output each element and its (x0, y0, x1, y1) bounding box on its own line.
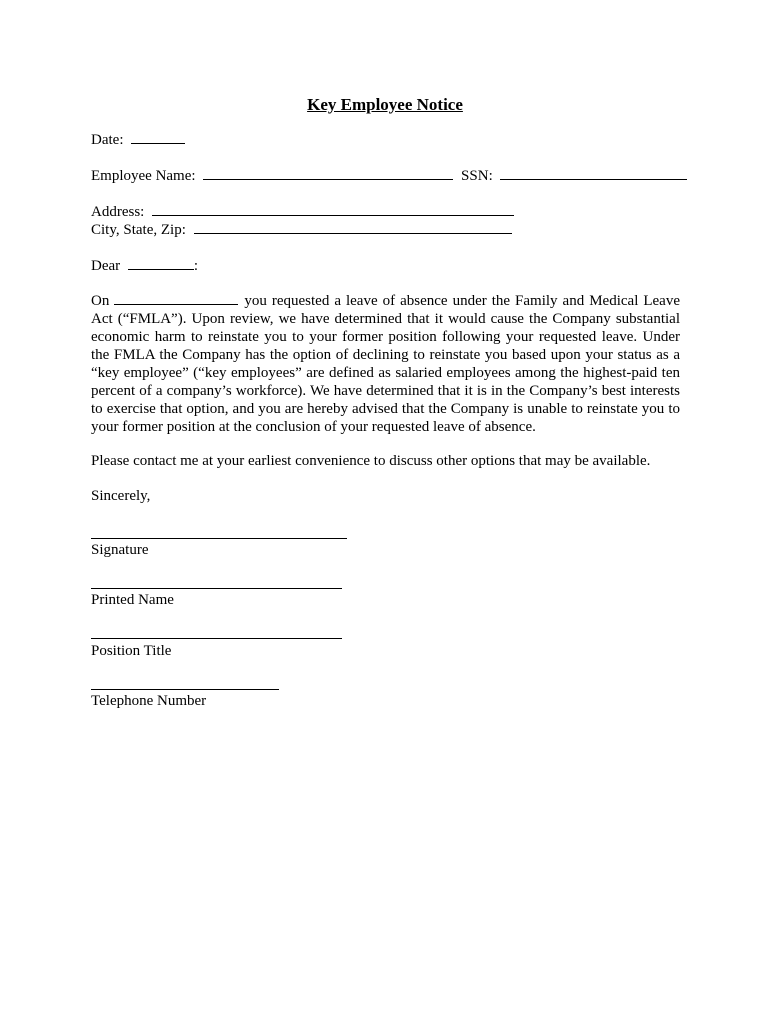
dear-colon: : (193, 258, 199, 274)
leave-date-field[interactable] (114, 291, 238, 305)
city-state-zip-row (91, 220, 512, 239)
employee-name-label: Employee Name: (91, 168, 196, 184)
printed-name-label: Printed Name (91, 592, 174, 608)
recipient-name-field[interactable] (128, 256, 194, 270)
salutation-row (91, 256, 198, 275)
address-row (91, 202, 514, 221)
city-state-zip-field[interactable] (194, 220, 512, 234)
address-label: Address: (91, 204, 145, 220)
position-title-label: Position Title (91, 643, 172, 659)
employee-name-field[interactable] (203, 166, 453, 180)
dear-label: Dear (91, 258, 121, 274)
body-text: you requested a leave of absence under the Family and Medical Leave Act (“FMLA”). Upon review, we have determined that it would cause the Company substantial economic harm to reinstate you to your former position following your requested leave. Under the FMLA the Company has the option of declining to reinstate you based upon your status as a “key employee” (“key employees” are defined as salaried employees among the highest-paid ten percent of a company’s workforce). We have determined that it is in the Company’s best interests to exercise that option, and you are hereby advised that the Company is unable to reinstate you to your former position at the conclusion of your requested leave of absence. (91, 293, 680, 435)
body-paragraph (91, 291, 680, 436)
date-row (91, 130, 185, 149)
date-field[interactable] (131, 130, 185, 144)
date-label: Date: (91, 132, 124, 148)
employee-name-row (91, 166, 687, 185)
signature-label: Signature (91, 542, 149, 558)
telephone-line[interactable] (91, 689, 279, 690)
city-state-zip-label: City, State, Zip: (91, 222, 186, 238)
closing: Sincerely, (91, 488, 151, 504)
position-title-line[interactable] (91, 638, 342, 639)
address-field[interactable] (152, 202, 514, 216)
on-label: On (91, 293, 110, 309)
ssn-label: SSN: (461, 168, 493, 184)
signature-line[interactable] (91, 538, 347, 539)
telephone-label: Telephone Number (91, 693, 207, 709)
printed-name-line[interactable] (91, 588, 342, 589)
ssn-field[interactable] (500, 166, 687, 180)
contact-paragraph: Please contact me at your earliest convenience to discuss other options that may be available. (91, 453, 651, 469)
document-title: Key Employee Notice (307, 95, 463, 114)
